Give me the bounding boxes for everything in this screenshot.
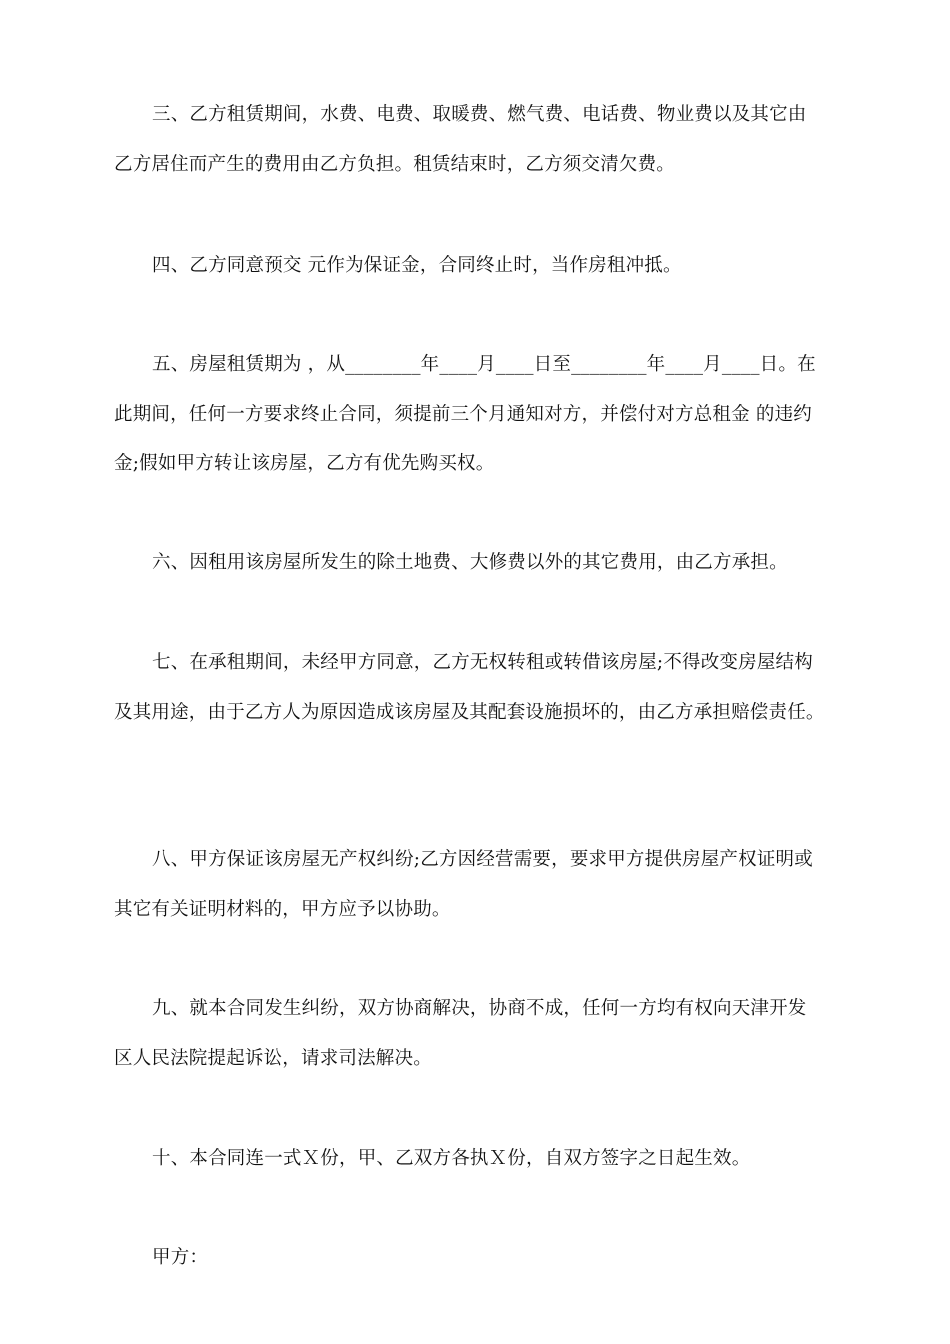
clause-5-line-2: 此期间，任何一方要求终止合同，须提前三个月通知对方，并偿付对方总租金 的违约 (114, 404, 812, 425)
clause-5-line-3: 金;假如甲方转让该房屋，乙方有优先购买权。 (114, 453, 495, 474)
clause-7-line-1: 七、在承租期间，未经甲方同意，乙方无权转租或转借该房屋;不得改变房屋结构 (152, 652, 813, 673)
clause-9-line-1: 九、就本合同发生纠纷，双方协商解决，协商不成，任何一方均有权向天津开发 (152, 998, 807, 1019)
clause-5-line-1: 五、房屋租赁期为 ，从________年____月____日至________年____月____日。在 (152, 354, 816, 375)
clause-3-line-1: 三、乙方租赁期间，水费、电费、取暖费、燃气费、电话费、物业费以及其它由 (152, 104, 807, 125)
clause-7-line-2: 及其用途，由于乙方人为原因造成该房屋及其配套设施损坏的，由乙方承担赔偿责任。 (114, 702, 825, 723)
clause-8-line-1: 八、甲方保证该房屋无产权纠纷;乙方因经营需要，要求甲方提供房屋产权证明或 (152, 849, 813, 870)
clause-10-line-1: 十、本合同连一式Ｘ份，甲、乙双方各执Ｘ份，自双方签字之日起生效。 (152, 1148, 751, 1169)
clause-9-line-2: 区人民法院提起诉讼，请求司法解决。 (114, 1048, 432, 1069)
clause-4-line-1: 四、乙方同意预交 元作为保证金，合同终止时，当作房租冲抵。 (152, 255, 682, 276)
clause-3-line-2: 乙方居住而产生的费用由乙方负担。租赁结束时，乙方须交清欠费。 (114, 154, 676, 175)
clause-8-line-2: 其它有关证明材料的，甲方应予以协助。 (114, 899, 451, 920)
clause-6-line-1: 六、因租用该房屋所发生的除土地费、大修费以外的其它费用，由乙方承担。 (152, 552, 788, 573)
party-a-label: 甲方： (152, 1247, 209, 1268)
